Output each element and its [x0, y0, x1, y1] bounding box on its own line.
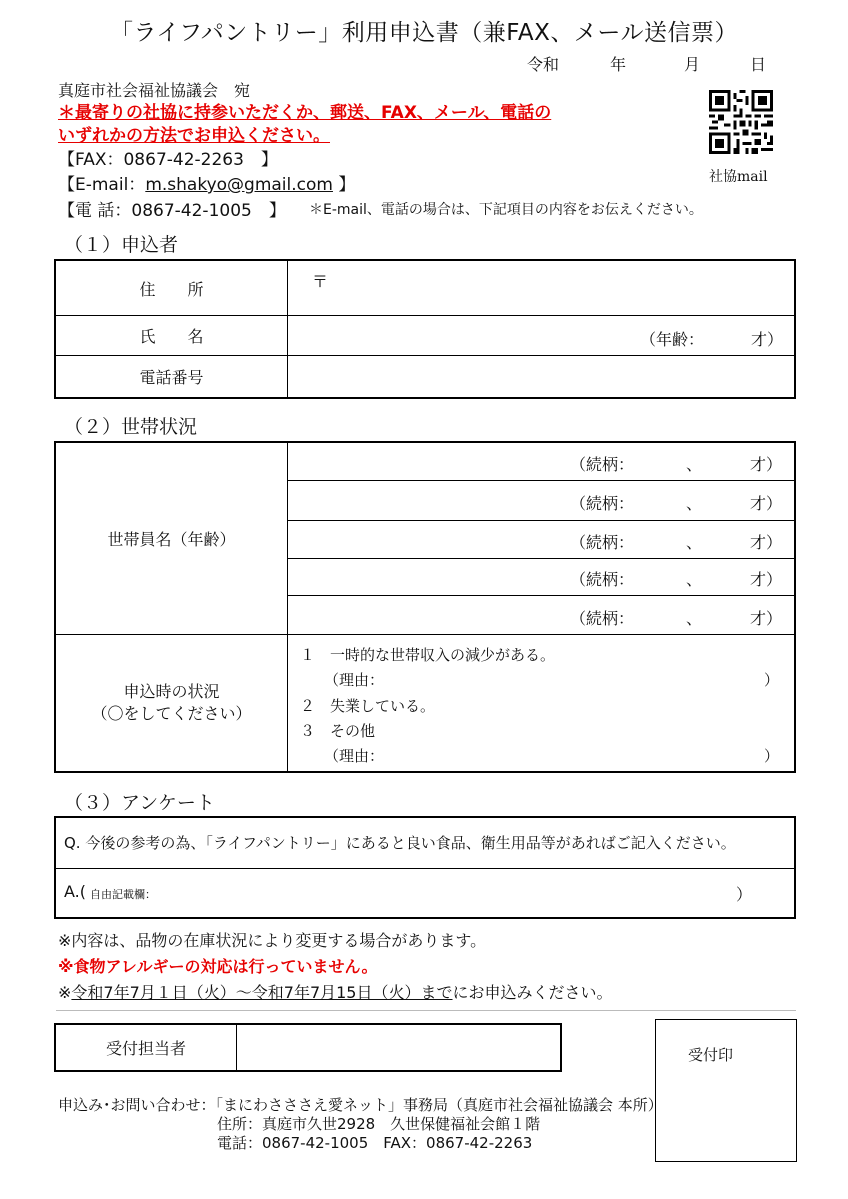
name-label: 氏 名 [139, 326, 204, 346]
age-label: 才） [750, 570, 783, 589]
date-month: 月 [684, 55, 701, 74]
phone-label: 電話番号 [139, 367, 204, 387]
email-link[interactable]: m.shakyo@gmail.com [145, 175, 333, 195]
reception-staff-box [54, 1023, 562, 1072]
section2-heading: （２）世帯状況 [64, 416, 198, 438]
staff-field[interactable] [237, 1025, 560, 1070]
footer-contact: 申込み･お問い合わせ：「まにわさささえ愛ネット」事務局（真庭市社会福祉協議会 本所） [58, 1096, 663, 1114]
note-period-dates: 令和7年7月１日（火）～令和7年7月15日（火）まで [71, 983, 453, 1002]
footer-phone: 電話：0867-42-1005 FAX：0867-42-2263 [217, 1134, 533, 1152]
age-label: 才） [750, 455, 783, 474]
qr-code-icon[interactable] [709, 90, 773, 158]
answer-prefix: A.( [64, 882, 86, 901]
stamp-label: 受付印 [688, 1046, 734, 1064]
date-year: 年 [610, 55, 627, 74]
members-label: 世帯員名（年齢） [107, 530, 236, 549]
address-label: 住 所 [139, 279, 204, 299]
member-row[interactable] [288, 559, 794, 595]
email-prefix: 【E-mail： [58, 175, 146, 195]
option-3[interactable]: ３ その他 [300, 722, 376, 740]
reason-1-label: （理由： [324, 671, 385, 689]
comma: 、 [686, 455, 703, 474]
date-day: 日 [750, 55, 767, 74]
status-label-line2: （〇をしてください） [91, 703, 252, 723]
note-period-prefix: ※ [58, 983, 72, 1002]
survey-table [54, 816, 796, 919]
phone-note: ＊E-mail、電話の場合は、下記項目の内容をお伝えください。 [309, 202, 703, 218]
comma: 、 [686, 533, 703, 552]
status-label [56, 634, 287, 771]
answer-field[interactable] [176, 870, 726, 916]
phone-contact: 【電 話：0867-42-1005 】 [58, 201, 286, 221]
note-period [58, 980, 613, 1003]
section3-heading: （３）アンケート [64, 792, 215, 814]
answer-hint: 自由記載欄： [90, 888, 156, 901]
staff-label: 受付担当者 [105, 1039, 186, 1058]
comma: 、 [686, 494, 703, 513]
reception-stamp-box [655, 1019, 797, 1162]
note-allergy: ※食物アレルギーの対応は行っていません。 [58, 957, 378, 976]
comma: 、 [686, 570, 703, 589]
date-era: 令和 [527, 55, 560, 74]
option-1[interactable]: １ 一時的な世帯収入の減少がある。 [300, 646, 556, 664]
relation-label: （続柄： [570, 455, 635, 474]
age-close: 才） [751, 330, 784, 349]
age-label: 才） [750, 494, 783, 513]
email-suffix: 】 [332, 175, 356, 195]
address-field[interactable]: 〒 [312, 272, 329, 291]
addressee: 真庭市社会福祉協議会 宛 [58, 81, 251, 100]
applicant-table [54, 259, 796, 399]
relation-label: （続柄： [570, 533, 635, 552]
relation-label: （続柄： [570, 494, 635, 513]
notice-line-1: ＊最寄りの社協に持参いただくか、郵送、FAX、メール、電話の [58, 103, 552, 123]
age-label: 才） [750, 533, 783, 552]
reason-3-label: （理由： [324, 747, 385, 765]
fax-contact: 【FAX：0867-42-2263 】 [58, 150, 278, 170]
survey-question: Q. 今後の参考の為、「ライフパントリー」にあると良い食品、衛生用品等があればご記入ください。 [64, 834, 736, 852]
note-stock: ※内容は、品物の在庫状況により変更する場合があります。 [58, 931, 487, 950]
divider [56, 1010, 796, 1011]
email-contact [58, 170, 355, 195]
reason-3-close: ） [764, 747, 780, 765]
age-open: （年齢： [640, 330, 705, 349]
qr-caption: 社協mail [709, 169, 768, 185]
age-label: 才） [750, 609, 783, 628]
phone-field[interactable] [288, 356, 792, 396]
member-row[interactable] [288, 481, 794, 520]
relation-label: （続柄： [570, 609, 635, 628]
household-table [54, 441, 796, 773]
page-title: 「ライフパントリー」利用申込書（兼FAX、メール送信票） [110, 20, 738, 46]
member-row[interactable] [288, 521, 794, 558]
reason-1-close: ） [764, 671, 780, 689]
comma: 、 [686, 609, 703, 628]
answer-close: ） [736, 885, 753, 904]
notice-line-2: いずれかの方法でお申込ください。 [58, 126, 330, 146]
note-period-suffix: にお申込みください。 [452, 983, 613, 1002]
name-field[interactable] [288, 316, 628, 354]
member-row[interactable] [288, 443, 794, 480]
section1-heading: （１）申込者 [64, 234, 179, 256]
option-2[interactable]: ２ 失業している。 [300, 697, 436, 715]
relation-label: （続柄： [570, 570, 635, 589]
status-label-line1: 申込時の状況 [123, 681, 220, 701]
footer-address: 住所：真庭市久世2928 久世保健福祉会館１階 [217, 1115, 541, 1133]
member-row[interactable] [288, 596, 794, 634]
